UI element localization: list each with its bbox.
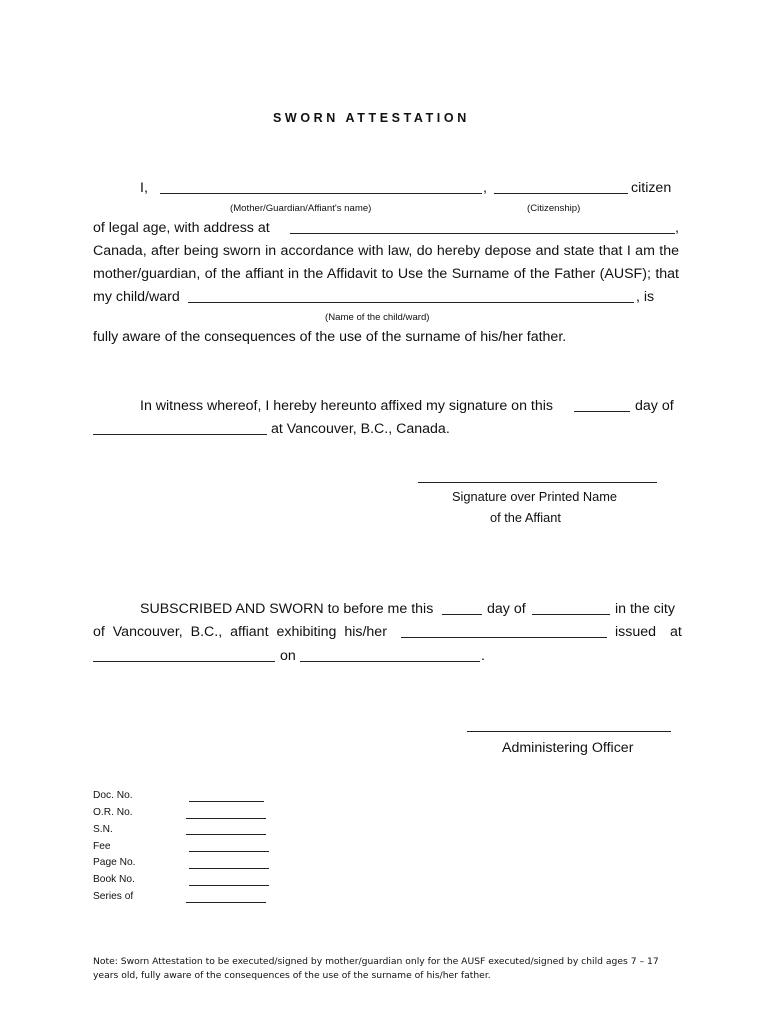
affiant-name-caption: (Mother/Guardian/Affiant's name) [230, 203, 372, 214]
record-label-sn: S.N. [93, 824, 113, 835]
witness-location: at Vancouver, B.C., Canada. [271, 421, 450, 437]
paragraph-line-6: fully aware of the consequences of the use of the surname of his/her father. [93, 329, 567, 345]
witness-day-of: day of [635, 398, 674, 414]
affiant-name-field[interactable] [160, 193, 482, 194]
subscribed-day-field[interactable] [442, 614, 482, 615]
officer-caption: Administering Officer [502, 740, 634, 756]
witness-day-field[interactable] [574, 411, 630, 412]
issued-date-field[interactable] [300, 661, 480, 662]
id-document-field[interactable] [401, 637, 607, 638]
paragraph-line-4: mother/guardian, of the affiant in the Affidavit to Use the Surname of the Father (AUSF); that [93, 266, 679, 282]
page-title: SWORN ATTESTATION [273, 111, 470, 125]
citizen-label: citizen [631, 180, 672, 196]
record-field-doc[interactable] [189, 801, 264, 802]
address-field[interactable] [290, 233, 675, 234]
comma: , [483, 180, 487, 196]
issued-place-field[interactable] [93, 661, 275, 662]
footer-note: Note: Sworn Attestation to be executed/signed by mother/guardian only for the AUSF executed/signed by child ages 7 – 17 years old, fully aware of the consequences of the use of the surname of his/her father. [93, 956, 659, 981]
paragraph-line-3: Canada, after being sworn in accordance with law, do hereby depose and state that I am the [93, 243, 679, 259]
subscribed-part-1: SUBSCRIBED AND SWORN to before me this [140, 601, 434, 617]
witness-month-field[interactable] [93, 434, 267, 435]
subscribed-month-field[interactable] [532, 614, 610, 615]
address-suffix: , [675, 220, 679, 236]
witness-prefix: In witness whereof, I hereby hereunto affixed my signature on this [140, 398, 553, 414]
issued-at: issued at [615, 624, 682, 640]
record-field-book[interactable] [189, 885, 269, 886]
child-suffix: , is [636, 289, 655, 305]
record-label-doc: Doc. No. [93, 790, 133, 801]
affiant-signature-caption-2: of the Affiant [490, 510, 561, 525]
record-label-page: Page No. [93, 857, 136, 868]
citizenship-caption: (Citizenship) [527, 203, 581, 214]
officer-signature-line[interactable] [467, 731, 671, 732]
child-prefix: my child/ward [93, 289, 180, 305]
address-prefix: of legal age, with address at [93, 220, 270, 236]
citizenship-field[interactable] [494, 193, 628, 194]
subscribed-city: in the city [615, 601, 675, 617]
record-label-or: O.R. No. [93, 807, 133, 818]
record-label-fee: Fee [93, 841, 111, 852]
record-field-sn[interactable] [186, 834, 266, 835]
child-caption: (Name of the child/ward) [325, 312, 430, 323]
i-prefix: I, [140, 180, 148, 196]
affiant-name-row [140, 180, 148, 196]
record-label-book: Book No. [93, 874, 135, 885]
issued-period: . [481, 648, 485, 664]
record-field-fee[interactable] [189, 851, 269, 852]
record-label-series: Series of [93, 891, 134, 902]
record-field-or[interactable] [186, 818, 266, 819]
issued-on: on [280, 648, 296, 664]
record-field-series[interactable] [186, 902, 266, 903]
child-name-field[interactable] [188, 302, 634, 303]
record-field-page[interactable] [189, 868, 269, 869]
subscribed-day-of: day of [487, 601, 526, 617]
affiant-signature-line[interactable] [418, 482, 657, 483]
subscribed-part-2: of Vancouver, B.C., affiant exhibiting his/her [93, 624, 387, 640]
affiant-signature-caption-1: Signature over Printed Name [452, 489, 618, 504]
